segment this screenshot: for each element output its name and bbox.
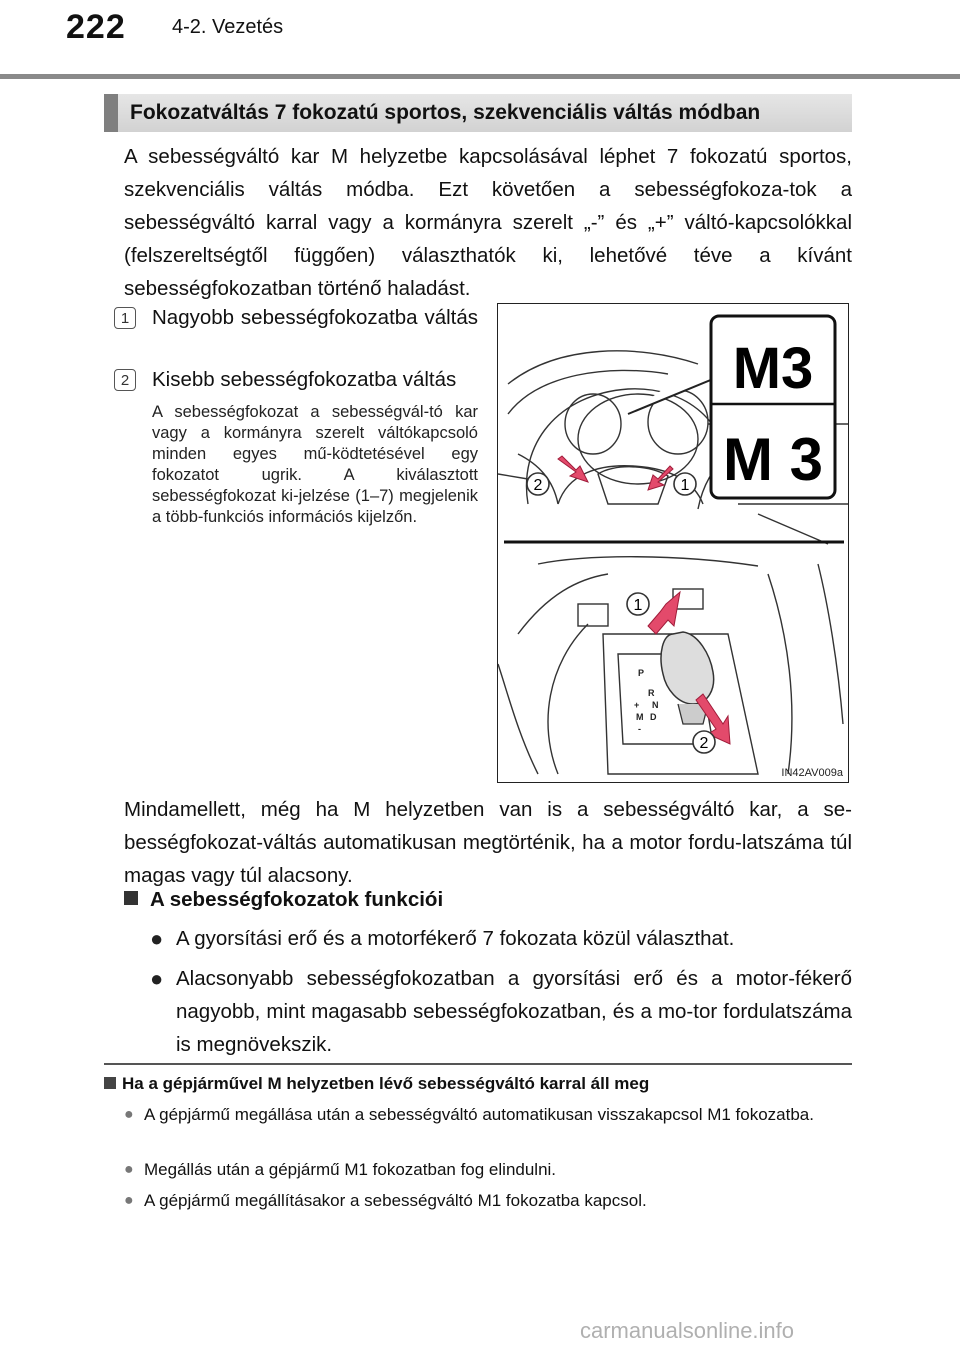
- callout-1-bottom: 1: [633, 597, 643, 614]
- round-bullet-icon: ●: [150, 966, 164, 991]
- square-bullet-icon: [104, 1077, 116, 1089]
- callout-2-top: 2: [533, 477, 543, 494]
- figure-code: IN42AV009a: [781, 767, 843, 779]
- square-bullet-icon: [124, 891, 138, 905]
- stop-note-bullet-1-text: A gépjármű megállása után a sebességváltó automatikusan visszakapcsol M1 fokozatba.: [144, 1105, 814, 1124]
- notes-divider: [104, 1063, 852, 1065]
- round-bullet-icon: ●: [124, 1161, 134, 1178]
- automatic-shift-paragraph: Mindamellett, még ha M helyzetben van is a sebességváltó kar, a se-bességfokozat-váltás automatikusan megtörténik, ha a motor fordu-latszáma túl magas vagy túl alacsony.: [124, 798, 852, 887]
- step-text-2: Kisebb sebességfokozatba váltás: [152, 368, 457, 391]
- shift-illustration: [497, 303, 849, 783]
- callout-2-bottom: 2: [699, 735, 709, 752]
- round-bullet-icon: ●: [150, 926, 164, 951]
- round-bullet-icon: ●: [124, 1106, 134, 1123]
- page-header: [0, 0, 960, 80]
- display-gear-top: M3: [732, 336, 814, 401]
- round-bullet-icon: ●: [124, 1192, 134, 1209]
- functions-bullet-1-text: A gyorsítási erő és a motorfékerő 7 fokozata közül választhat.: [176, 927, 735, 950]
- watermark: carmanualsonline.info: [580, 1318, 795, 1343]
- shift-illustration-drawing: [498, 304, 849, 783]
- display-gear-bottom: M 3: [722, 426, 824, 493]
- intro-paragraph: A sebességváltó kar M helyzetbe kapcsolásával léphet 7 fokozatú sportos, szekvenciális váltás módba. Ezt követően a sebességfokoza-tok a sebességváltó karral vagy a kormányra szerelt „-” és „+” váltó-kapcsolókkal (felszereltségtől függően) választhatók ki, lehetővé téve a kívánt sebességfokozatban történő haladást.: [124, 145, 852, 300]
- gate-label-p: P: [638, 668, 645, 678]
- step-note: A sebességfokozat a sebességvál-tó kar vagy a kormányra szerelt váltókapcsoló minden egyes mű-ködtetésével egy fokozatot ugrik. A kiválasztott sebességfokozat ki-jelzése (1–7) megjelenik a több-funkciós információs kijelzőn.: [152, 403, 478, 526]
- gate-label-m: M: [636, 712, 644, 722]
- functions-bullet-2-text: Alacsonyabb sebességfokozatban a gyorsítási erő és a motor-fékerő nagyobb, mint magasabb sebességfokozatban, és a mo-tor fordulatszáma is megnövekszik.: [176, 967, 852, 1056]
- step-text-1: Nagyobb sebességfokozatba váltás: [152, 306, 478, 329]
- step-number-1: 1: [114, 307, 136, 329]
- gate-label-plus: +: [634, 700, 640, 710]
- section-title: [104, 94, 852, 132]
- stop-note-bullet-3-text: A gépjármű megállításakor a sebességváltó M1 fokozatba kapcsol.: [144, 1191, 647, 1210]
- gate-label-n: N: [652, 700, 659, 710]
- gate-label-r: R: [648, 688, 655, 698]
- section-title-text: Fokozatváltás 7 fokozatú sportos, szekvenciális váltás módban: [130, 101, 761, 124]
- page-number: 222: [66, 8, 126, 46]
- stop-note-heading: [104, 1074, 649, 1094]
- stop-note-bullet-2-text: Megállás után a gépjármű M1 fokozatban fog elindulni.: [144, 1160, 557, 1179]
- gate-label-minus: -: [638, 724, 641, 734]
- functions-heading: [124, 888, 443, 912]
- functions-heading-text: A sebességfokozatok funkciói: [150, 888, 444, 911]
- step-number-2: 2: [114, 369, 136, 391]
- stop-note-heading-text: Ha a gépjárművel M helyzetben lévő sebességváltó karral áll meg: [122, 1074, 650, 1093]
- callout-1-top: 1: [680, 477, 690, 494]
- gate-label-d: D: [650, 712, 657, 722]
- header-divider: [0, 74, 960, 79]
- chapter-title: 4-2. Vezetés: [172, 16, 284, 38]
